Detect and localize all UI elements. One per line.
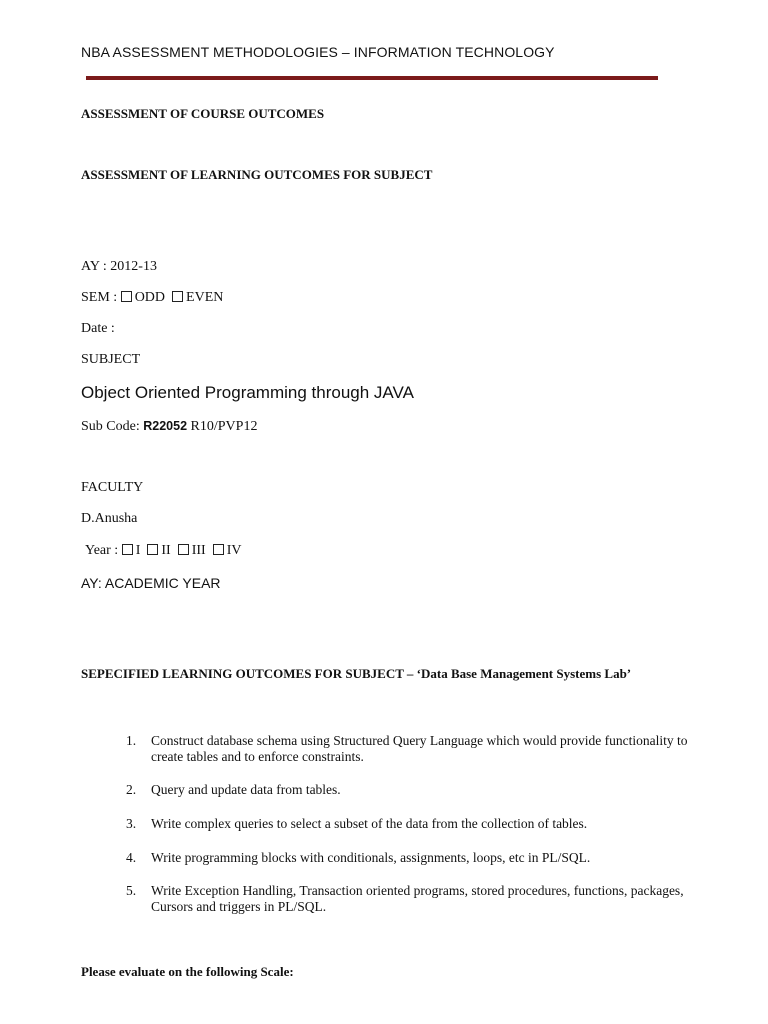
list-item-number: 2.: [126, 782, 137, 797]
year-option-ii: II: [161, 543, 171, 558]
list-item-number: 4.: [126, 850, 137, 865]
list-item: [126, 733, 716, 765]
semester-row: [81, 290, 223, 306]
list-item-number: 1.: [126, 733, 137, 748]
checkbox-year-ii[interactable]: [147, 544, 158, 555]
list-item: [126, 782, 716, 798]
year-option-iii: III: [191, 543, 206, 558]
list-item: [126, 850, 716, 866]
document-header: NBA ASSESSMENT METHODOLOGIES – INFORMATION TECHNOLOGY: [81, 44, 555, 60]
semester-option-odd: ODD: [134, 290, 166, 305]
year-option-iv: IV: [226, 543, 242, 558]
faculty-name: D.Anusha: [81, 511, 138, 526]
specified-outcomes-title: SEPECIFIED LEARNING OUTCOMES FOR SUBJECT – ‘Data Base Management Systems Lab’: [81, 666, 632, 681]
sub-code-label: Sub Code:: [81, 419, 140, 434]
scale-prompt: Please evaluate on the following Scale:: [81, 964, 294, 979]
list-item-text: Write programming blocks with conditionals, assignments, loops, etc in PL/SQL.: [151, 850, 591, 865]
list-item-text: Construct database schema using Structured Query Language which would provide functionality to create tables and to enforce constraints.: [151, 733, 688, 764]
checkbox-even[interactable]: [172, 291, 183, 302]
checkbox-year-i[interactable]: [122, 544, 133, 555]
list-item-text: Write complex queries to select a subset of the data from the collection of tables.: [151, 816, 588, 831]
list-item-number: 3.: [126, 816, 137, 831]
semester-option-even: EVEN: [186, 290, 224, 305]
list-item: [126, 883, 716, 915]
heading-learning-outcomes: ASSESSMENT OF LEARNING OUTCOMES FOR SUBJECT: [81, 167, 433, 182]
list-item-text: Write Exception Handling, Transaction oriented programs, stored procedures, functions, packages, Cursors and triggers in PL/SQL.: [151, 883, 684, 914]
ay-expansion: AY: ACADEMIC YEAR: [81, 575, 221, 591]
checkbox-year-iii[interactable]: [178, 544, 189, 555]
list-item: [126, 816, 716, 832]
list-item-text: Query and update data from tables.: [151, 782, 341, 797]
list-item-number: 5.: [126, 883, 137, 898]
subject-title: Object Oriented Programming through JAVA: [81, 383, 414, 402]
sub-code-secondary: R10/PVP12: [190, 419, 258, 434]
semester-label: SEM :: [81, 290, 118, 305]
sub-code-row: [81, 419, 257, 435]
date-field: Date :: [81, 321, 115, 336]
checkbox-year-iv[interactable]: [213, 544, 224, 555]
year-row: [85, 543, 241, 559]
sub-code-primary: R22052: [143, 419, 188, 433]
faculty-label: FACULTY: [81, 480, 144, 495]
academic-year: AY : 2012-13: [81, 259, 157, 274]
outcomes-list: [126, 733, 716, 915]
year-option-i: I: [135, 543, 141, 558]
year-label: Year :: [85, 543, 119, 558]
heading-course-outcomes: ASSESSMENT OF COURSE OUTCOMES: [81, 106, 325, 121]
checkbox-odd[interactable]: [121, 291, 132, 302]
subject-label: SUBJECT: [81, 352, 141, 367]
header-rule: [86, 76, 658, 80]
